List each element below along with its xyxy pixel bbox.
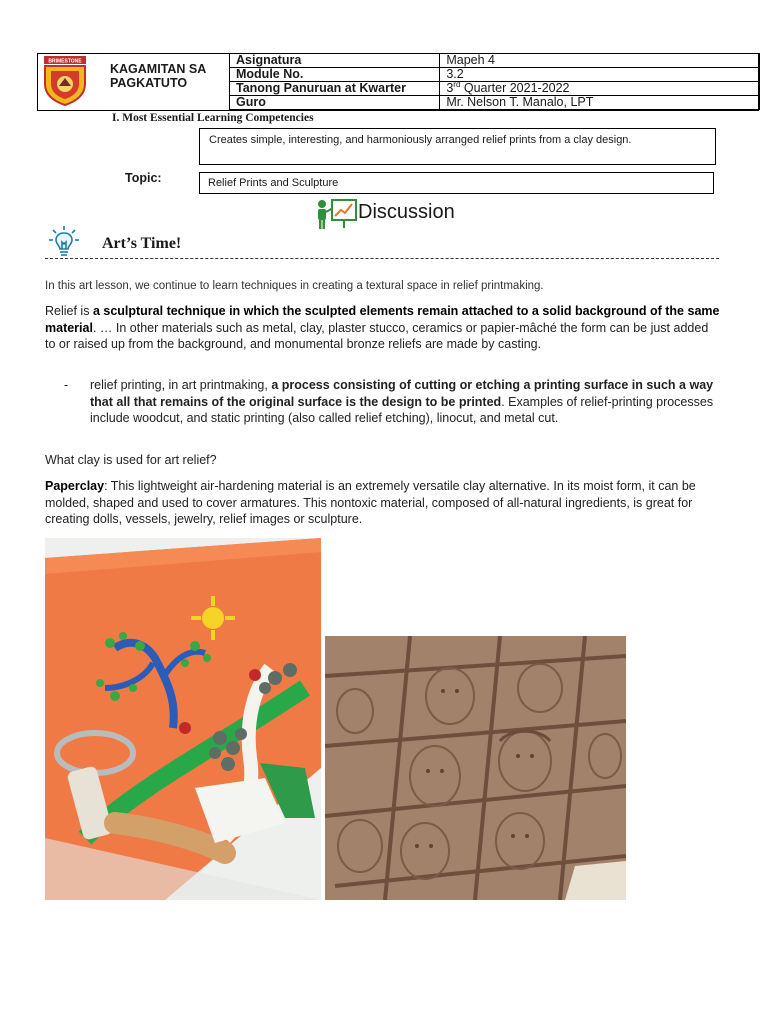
relief-definition: a sculptural technique in which the sculpted elements remain attached to a solid background of the same material	[45, 304, 720, 335]
bullet-marker: -	[64, 378, 69, 392]
presenter-icon	[315, 198, 357, 230]
relief-printing-bullet	[90, 377, 720, 427]
cell-label: Asignatura	[230, 54, 440, 68]
bullet-definition: a process consisting of cutting or etching a printing surface in such a way that all that remains of the original surface is the design to be printed	[90, 378, 714, 409]
dashed-divider	[45, 258, 719, 259]
cell-label: Guro	[230, 96, 440, 110]
logo-text: BRIMESTONE	[48, 58, 82, 65]
cell-label: Module No.	[230, 68, 440, 82]
bullet-rest: . Examples of relief-printing processes include woodcut, and static printing (also called relief etching), linocut, and metal cut.	[90, 394, 714, 425]
school-logo-icon	[42, 56, 88, 106]
clay-tiles-photo	[325, 636, 626, 900]
relief-start: Relief is	[45, 304, 93, 318]
section-title: Art’s Time!	[102, 235, 182, 252]
topic-box: Relief Prints and Sculpture	[199, 172, 714, 194]
paperclay-text: : This lightweight air-hardening material is an extremely versatile clay alternative. In its moist form, it can be molded, shaped and used to cover armatures. This nontoxic material, composed of all-natural ingredients, is great for creating dolls, vessels, jewelry, relief images or sculpture.	[45, 479, 696, 526]
relief-rest: . … In other materials such as metal, clay, plaster stucco, ceramics or papier-mâché the form can be just added to or raised up from the background, and monumental bronze reliefs are made by casting.	[45, 320, 709, 351]
cell-value-quarter	[440, 79, 760, 96]
module-info-table	[229, 53, 760, 110]
intro-paragraph: In this art lesson, we continue to learn techniques in creating a textural space in relief printmaking.	[45, 280, 544, 292]
bullet-start: relief printing, in art printmaking,	[90, 378, 272, 392]
cell-value: Mapeh 4	[440, 54, 760, 68]
table-row	[230, 82, 760, 96]
competency-box: Creates simple, interesting, and harmoniously arranged relief prints from a clay design.	[199, 128, 716, 165]
quarter-suffix: rd	[453, 79, 461, 89]
table-row	[230, 68, 760, 82]
relief-paragraph	[45, 303, 721, 353]
clay-relief-photo	[45, 538, 321, 900]
cell-value: 3.2	[440, 68, 760, 82]
cell-value: Mr. Nelson T. Manalo, LPT	[440, 96, 760, 110]
discussion-title: Discussion	[358, 201, 455, 223]
lightbulb-icon	[48, 225, 80, 259]
table-row	[230, 54, 760, 68]
table-row	[230, 96, 760, 110]
org-title: KAGAMITAN SA PAGKATUTO	[110, 62, 206, 90]
quarter-text: Quarter 2021-2022	[460, 81, 570, 95]
clay-question: What clay is used for art relief?	[45, 453, 217, 467]
paperclay-label: Paperclay	[45, 479, 105, 493]
quarter-number: 3	[446, 81, 454, 95]
cell-label: Tanong Panuruan at Kwarter	[230, 82, 440, 96]
paperclay-paragraph	[45, 478, 721, 528]
topic-label: Topic:	[125, 171, 162, 185]
competencies-heading: I. Most Essential Learning Competencies	[112, 112, 314, 124]
